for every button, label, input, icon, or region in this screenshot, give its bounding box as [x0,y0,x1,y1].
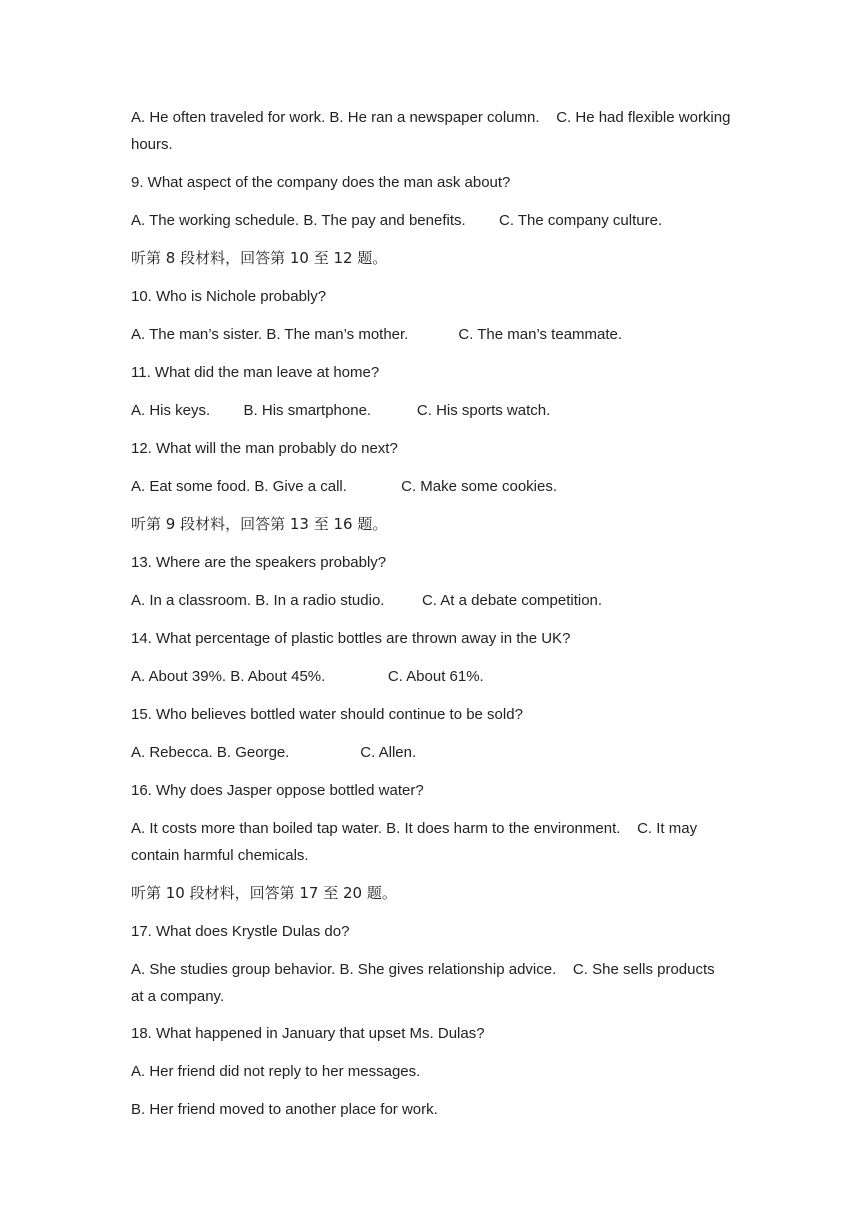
answer-options-q12: A. Eat some food. B. Give a call. C. Make some cookies. [131,478,557,495]
answer-options-q10: A. The man’s sister. B. The man’s mother. C. The man’s teammate. [131,326,623,343]
answer-options-q14: A. About 39%. B. About 45%. C. About 61%. [131,668,484,685]
section-heading-passage-8: 听第 8 段材料，回答第 10 至 12 题。 [131,249,388,267]
question-13: 13. Where are the speakers probably? [131,554,387,571]
question-9: 9. What aspect of the company does the man ask about? [131,174,511,191]
section-heading-passage-9: 听第 9 段材料，回答第 13 至 16 题。 [131,515,388,533]
question-16: 16. Why does Jasper oppose bottled water? [131,782,424,799]
answer-options-q16: A. It costs more than boiled tap water. B. It does harm to the environment. C. It may contain harmful chemicals. [131,820,702,864]
question-11: 11. What did the man leave at home? [131,364,380,381]
answer-options-q9: A. The working schedule. B. The pay and benefits. C. The company culture. [131,212,663,229]
answer-options-q11: A. His keys. B. His smartphone. C. His sports watch. [131,402,551,419]
section-heading-passage-10: 听第 10 段材料，回答第 17 至 20 题。 [131,884,397,902]
question-18: 18. What happened in January that upset Ms. Dulas? [131,1025,485,1042]
answer-options-q17: A. She studies group behavior. B. She gives relationship advice. C. She sells products at a company. [131,961,719,1005]
question-17: 17. What does Krystle Dulas do? [131,923,350,940]
question-10: 10. Who is Nichole probably? [131,288,327,305]
answer-options-q15: A. Rebecca. B. George. C. Allen. [131,744,417,761]
question-12: 12. What will the man probably do next? [131,440,398,457]
question-14: 14. What percentage of plastic bottles are thrown away in the UK? [131,630,571,647]
answer-option-q18-a: A. Her friend did not reply to her messages. [131,1063,421,1080]
answer-options-q13: A. In a classroom. B. In a radio studio. C. At a debate competition. [131,592,603,609]
question-15: 15. Who believes bottled water should continue to be sold? [131,706,523,723]
answer-options-q8: A. He often traveled for work. B. He ran a newspaper column. C. He had flexible working hours. [131,109,735,153]
answer-option-q18-b: B. Her friend moved to another place for work. [131,1101,438,1118]
